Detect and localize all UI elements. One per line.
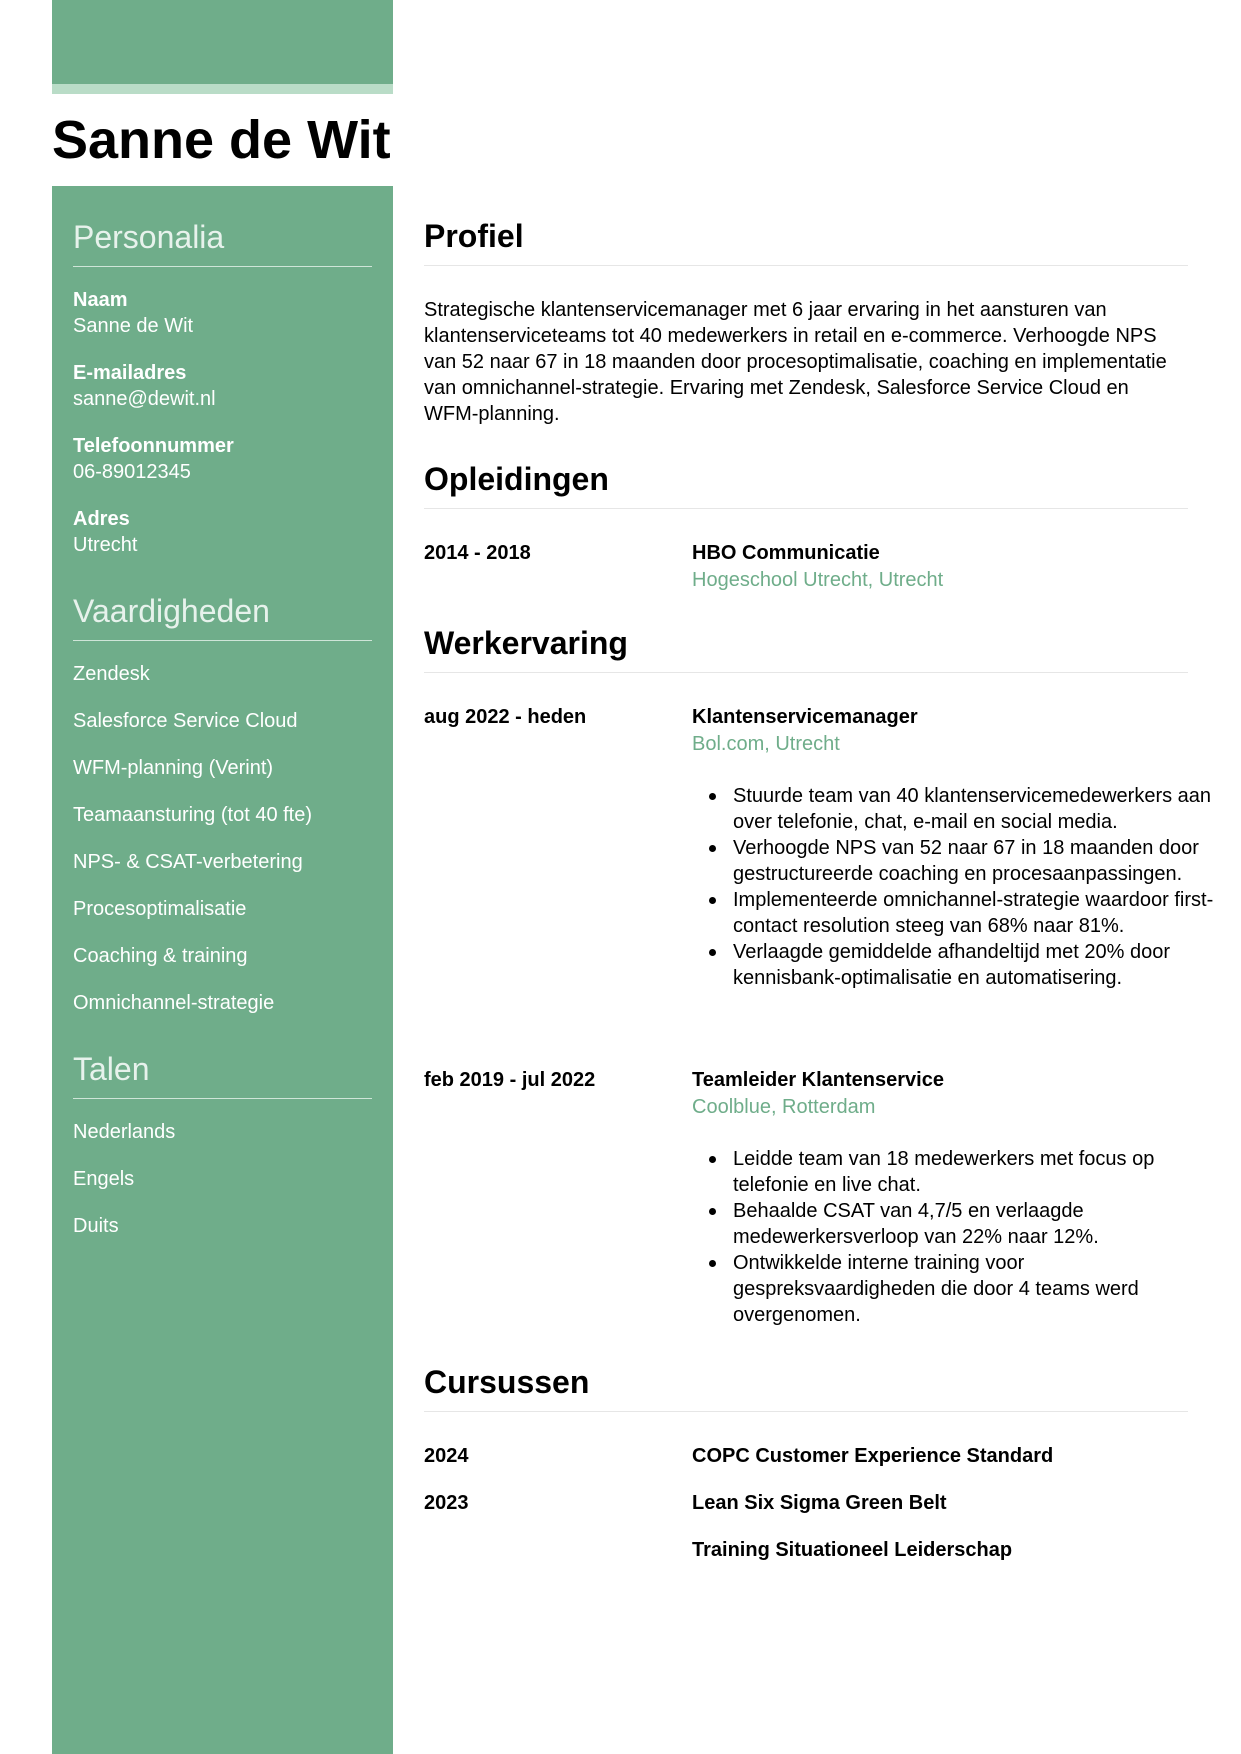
- profile-text: Strategische klantenservicemanager met 6 jaar ervaring in het aansturen van klantenserviceteams tot 40 medewerkers in retail en e-commerce. Verhoogde NPS van 52 naar 67 in 18 maanden door procesoptimalisatie, coaching en implementatie van omnichannel-strategie. Ervaring met Zendesk, Salesforce Service Cloud en WFM-planning.: [424, 299, 1167, 425]
- candidate-name: Sanne de Wit: [52, 110, 391, 170]
- skill-item: Procesoptimalisatie: [73, 898, 247, 920]
- courses-heading: Cursussen: [424, 1364, 590, 1400]
- list-item: Ontwikkelde interne training voor gespreksvaardigheden die door 4 teams werd overgenomen.: [733, 1250, 1229, 1328]
- language-item: Duits: [73, 1215, 119, 1237]
- list-item: Verlaagde gemiddelde afhandeltijd met 20% door kennisbank-optimalisatie en automatisering.: [733, 939, 1229, 991]
- list-item: Verhoogde NPS van 52 naar 67 in 18 maanden door gestructureerde coaching en procesaanpassingen.: [733, 835, 1229, 887]
- job-period: feb 2019 - jul 2022: [424, 1069, 596, 1091]
- course-period: 2023: [424, 1492, 469, 1514]
- section-divider: [424, 265, 1188, 266]
- section-divider: [424, 1411, 1188, 1412]
- education-heading: Opleidingen: [424, 461, 609, 497]
- field-value: Utrecht: [73, 534, 138, 556]
- skill-item: Teamaansturing (tot 40 fte): [73, 804, 313, 826]
- course-title: COPC Customer Experience Standard: [692, 1445, 1054, 1467]
- list-item: Stuurde team van 40 klantenservicemedewerkers aan over telefonie, chat, e-mail en social media.: [733, 783, 1229, 835]
- section-divider: [424, 672, 1188, 673]
- education-title: HBO Communicatie: [692, 542, 880, 564]
- languages-section: [73, 1050, 372, 1260]
- job-bullets: [692, 1146, 1229, 1328]
- personalia-heading: Personalia: [73, 218, 372, 267]
- course-title: Lean Six Sigma Green Belt: [692, 1492, 947, 1514]
- job-bullets: [692, 783, 1229, 991]
- skill-item: Salesforce Service Cloud: [73, 710, 298, 732]
- sidebar-header-stripe: [52, 84, 393, 94]
- job-company: Bol.com, Utrecht: [692, 733, 840, 755]
- section-divider: [424, 508, 1188, 509]
- course-title: Training Situationeel Leiderschap: [692, 1539, 1013, 1561]
- experience-heading: Werkervaring: [424, 625, 628, 661]
- sidebar-header-block: [52, 0, 393, 84]
- course-period: 2024: [424, 1445, 469, 1467]
- field-value: Sanne de Wit: [73, 315, 194, 337]
- education-institution: Hogeschool Utrecht, Utrecht: [692, 569, 944, 591]
- field-label: Adres: [73, 508, 130, 530]
- field-label: Naam: [73, 289, 128, 311]
- personalia-section: [73, 218, 372, 558]
- skill-item: NPS- & CSAT-verbetering: [73, 851, 303, 873]
- field-label: Telefoonnummer: [73, 435, 234, 457]
- personalia-field-name: [73, 287, 372, 339]
- field-label: E-mailadres: [73, 362, 187, 384]
- job-period: aug 2022 - heden: [424, 706, 587, 728]
- job-title: Teamleider Klantenservice: [692, 1069, 944, 1091]
- skill-item: Zendesk: [73, 663, 150, 685]
- job-company: Coolblue, Rotterdam: [692, 1096, 876, 1118]
- skills-section: [73, 592, 372, 1037]
- skills-heading: Vaardigheden: [73, 592, 372, 641]
- list-item: Leidde team van 18 medewerkers met focus op telefonie en live chat.: [733, 1146, 1229, 1198]
- field-value: 06-89012345: [73, 461, 191, 483]
- personalia-field-address: [73, 506, 372, 558]
- language-item: Nederlands: [73, 1121, 176, 1143]
- languages-heading: Talen: [73, 1050, 372, 1099]
- job-title: Klantenservicemanager: [692, 706, 918, 728]
- field-value: sanne@dewit.nl: [73, 388, 216, 410]
- skill-item: Coaching & training: [73, 945, 248, 967]
- personalia-field-email: [73, 360, 372, 412]
- sidebar: [52, 186, 393, 1754]
- education-period: 2014 - 2018: [424, 542, 531, 564]
- personalia-field-phone: [73, 433, 372, 485]
- list-item: Implementeerde omnichannel-strategie waardoor first-contact resolution steeg van 68% naar 81%.: [733, 887, 1229, 939]
- skill-item: Omnichannel-strategie: [73, 992, 275, 1014]
- profile-heading: Profiel: [424, 218, 524, 254]
- list-item: Behaalde CSAT van 4,7/5 en verlaagde medewerkersverloop van 22% naar 12%.: [733, 1198, 1229, 1250]
- skill-item: WFM-planning (Verint): [73, 757, 274, 779]
- language-item: Engels: [73, 1168, 135, 1190]
